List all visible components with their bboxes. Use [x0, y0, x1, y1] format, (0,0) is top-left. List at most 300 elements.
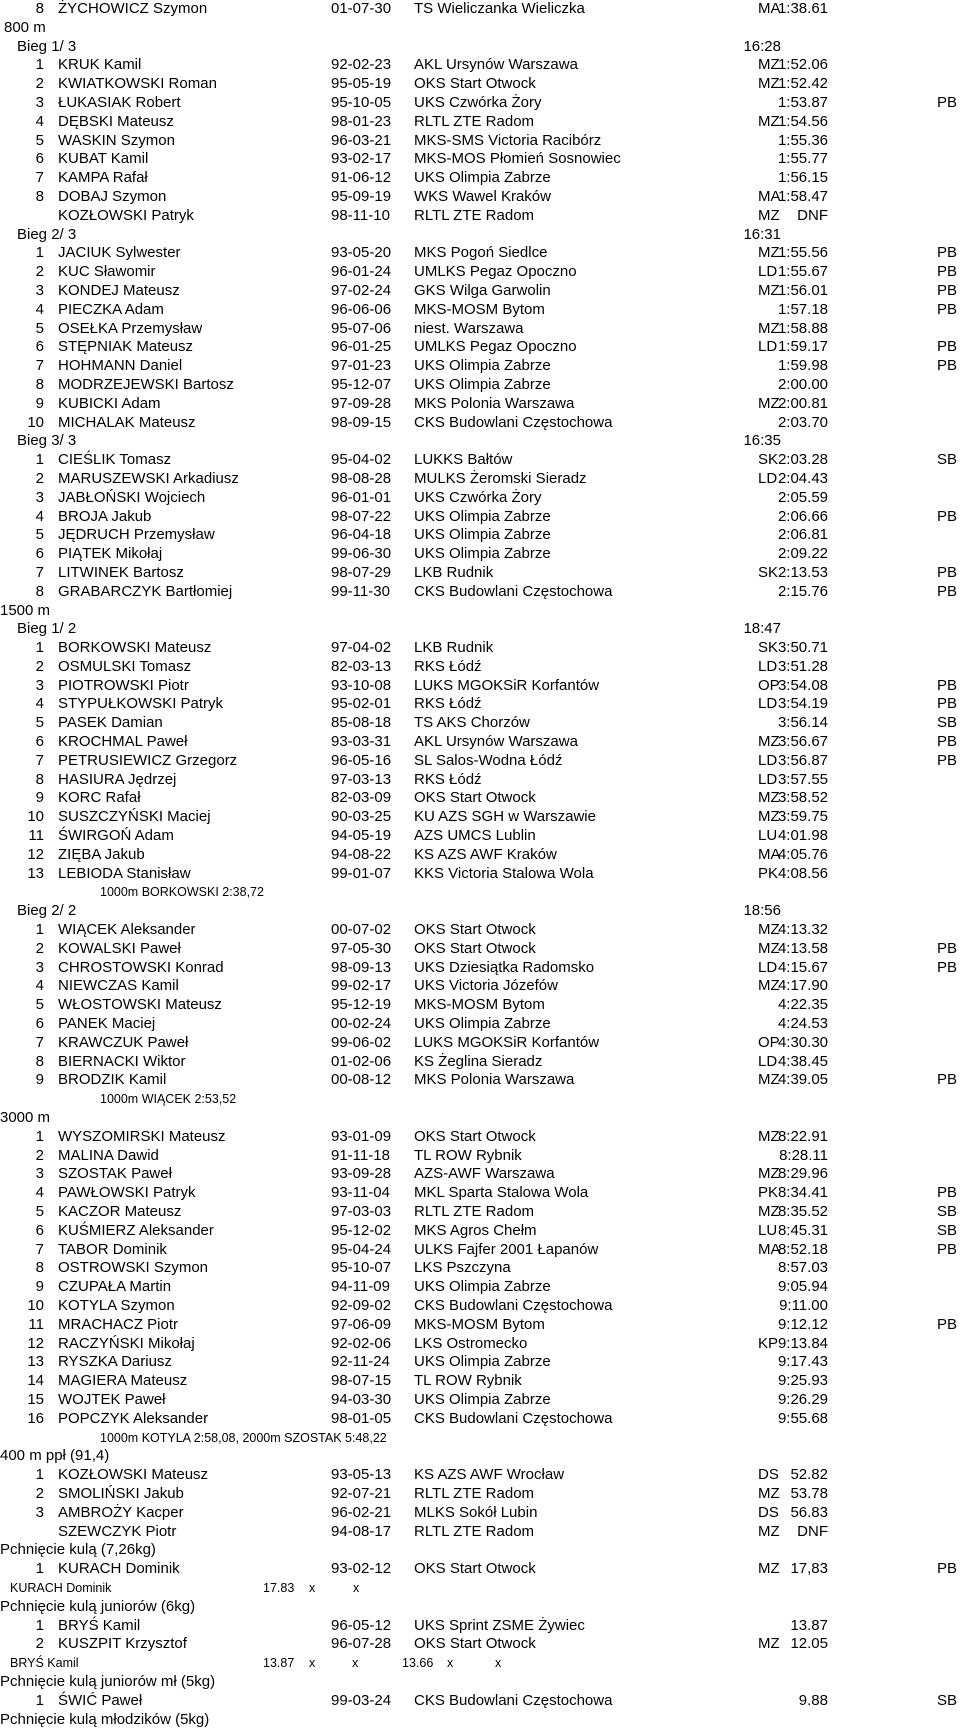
result-row — [0, 301, 960, 320]
region-code: LD — [758, 695, 778, 713]
result: 13.87 — [790, 1616, 828, 1634]
athlete-name: TABOR Dominik — [58, 1240, 167, 1258]
club: KS AZS AWF Wrocław — [414, 1466, 565, 1484]
place: 12 — [27, 1334, 44, 1352]
region-code: KP — [758, 1334, 779, 1352]
place: 9 — [35, 789, 44, 807]
note: SB — [937, 1691, 958, 1709]
athlete-name: CIEŚLIK Tomasz — [58, 451, 172, 469]
birth-date: 95-10-07 — [331, 1259, 392, 1277]
place: 3 — [35, 93, 44, 111]
event-title: 3000 m — [0, 1109, 51, 1127]
athlete-name: JACIUK Sylwester — [58, 244, 181, 262]
region-code: MZ — [758, 394, 780, 412]
club: UKS Olimpia Zabrze — [414, 1278, 551, 1296]
attempts-row — [0, 1654, 960, 1673]
place: 10 — [27, 808, 44, 826]
place: 2 — [35, 469, 44, 487]
birth-date: 97-05-30 — [331, 939, 392, 957]
athlete-name: DOBAJ Szymon — [58, 187, 167, 205]
club: RLTL ZTE Radom — [414, 206, 535, 224]
place: 2 — [35, 1635, 44, 1653]
athlete-name: KRAWCZUK Paweł — [58, 1033, 189, 1051]
result-row — [0, 940, 960, 959]
result-row — [0, 1034, 960, 1053]
result: 1:58.47 — [777, 187, 828, 205]
athlete-name: ZIĘBA Jakub — [58, 845, 145, 863]
result: 8:34.41 — [777, 1184, 828, 1202]
club: CKS Budowlani Częstochowa — [414, 1691, 613, 1709]
athlete-name: BORKOWSKI Mateusz — [58, 639, 212, 657]
place: 5 — [35, 526, 44, 544]
note: PB — [937, 582, 958, 600]
birth-date: 92-11-24 — [331, 1353, 390, 1371]
event-heading — [0, 602, 960, 621]
athlete-name: KOTYLA Szymon — [58, 1296, 175, 1314]
place: 6 — [35, 733, 44, 751]
athlete-name: KUBICKI Adam — [58, 394, 161, 412]
result-row — [0, 489, 960, 508]
region-code: OP — [758, 1033, 780, 1051]
region-code: MZ — [758, 977, 780, 995]
note: PB — [937, 563, 958, 581]
place: 11 — [28, 827, 44, 845]
birth-date: 96-01-24 — [331, 263, 392, 281]
club: CKS Budowlani Częstochowa — [414, 1409, 613, 1427]
athlete-name: NIEWCZAS Kamil — [58, 977, 179, 995]
result: 9:55.68 — [777, 1409, 828, 1427]
result: 17,83 — [790, 1560, 828, 1578]
attempt-value: x — [309, 1580, 316, 1595]
event-heading — [0, 1447, 960, 1466]
result: 9.88 — [798, 1691, 828, 1709]
athlete-name: LITWINEK Bartosz — [58, 563, 184, 581]
athlete-name: SUSZCZYŃSKI Maciej — [58, 808, 211, 826]
result: 9:05.94 — [777, 1278, 828, 1296]
place: 1 — [35, 1616, 44, 1634]
region-code: MZ — [758, 808, 780, 826]
region-code: LD — [758, 770, 778, 788]
region-code: MZ — [758, 1165, 780, 1183]
result: 8:29.96 — [777, 1165, 828, 1183]
athlete-name: SMOLIŃSKI Jakub — [58, 1484, 184, 1502]
place: 13 — [27, 1353, 44, 1371]
birth-date: 91-06-12 — [331, 169, 392, 187]
region-code: LD — [758, 469, 778, 487]
place: 7 — [35, 357, 44, 375]
result-row — [0, 1278, 960, 1297]
birth-date: 95-12-07 — [331, 375, 392, 393]
result: 2:06.66 — [777, 507, 828, 525]
athlete-name: ŻYCHOWICZ Szymon — [58, 0, 208, 17]
result-row — [0, 1184, 960, 1203]
result: 1:38.61 — [777, 0, 828, 17]
attempt-value: x — [447, 1656, 454, 1671]
club: MKS-MOSM Bytom — [414, 300, 545, 318]
birth-date: 98-01-05 — [331, 1409, 392, 1427]
place: 7 — [35, 751, 44, 769]
athlete-name: HOHMANN Daniel — [58, 357, 183, 375]
birth-date: 00-02-24 — [331, 1015, 392, 1033]
club: UKS Olimpia Zabrze — [414, 1015, 551, 1033]
athlete-name: WYSZOMIRSKI Mateusz — [58, 1127, 226, 1145]
club: UKS Olimpia Zabrze — [414, 526, 551, 544]
result: 1:52.06 — [777, 56, 828, 74]
result: 1:55.77 — [777, 150, 828, 168]
result-row — [0, 771, 960, 790]
athlete-name: GRABARCZYK Bartłomiej — [58, 582, 233, 600]
result-row — [0, 508, 960, 527]
club: OKS Start Otwock — [414, 1560, 536, 1578]
note: PB — [937, 1560, 958, 1578]
place: 14 — [27, 1372, 44, 1390]
birth-date: 92-07-21 — [331, 1484, 392, 1502]
event-title: Pchnięcie kulą (7,26kg) — [0, 1541, 156, 1559]
region-code: MA — [758, 0, 781, 17]
place: 9 — [35, 1278, 44, 1296]
heat-heading — [0, 902, 960, 921]
club: MKS-MOSM Bytom — [414, 1315, 545, 1333]
heat-heading — [0, 620, 960, 639]
region-code: MZ — [758, 1560, 780, 1578]
result: 2:03.70 — [777, 413, 828, 431]
result-row — [0, 207, 960, 226]
region-code: MZ — [758, 789, 780, 807]
club: MKL Sparta Stalowa Wola — [414, 1184, 589, 1202]
place: 7 — [35, 563, 44, 581]
result-row — [0, 320, 960, 339]
place: 3 — [35, 676, 44, 694]
result: 1:57.18 — [777, 300, 828, 318]
region-code: MZ — [758, 1635, 780, 1653]
region-code: SK — [758, 563, 779, 581]
club: KKS Victoria Stalowa Wola — [414, 864, 594, 882]
region-code: MZ — [758, 112, 780, 130]
result-row — [0, 959, 960, 978]
heat-heading — [0, 38, 960, 57]
result-row — [0, 1466, 960, 1485]
result-row — [0, 1071, 960, 1090]
club: KU AZS SGH w Warszawie — [414, 808, 596, 826]
club: MKS-SMS Victoria Racibórz — [414, 131, 602, 149]
result: 1:53.87 — [777, 93, 828, 111]
note: PB — [937, 939, 958, 957]
athlete-name: KWIATKOWSKI Roman — [58, 75, 217, 93]
birth-date: 97-09-28 — [331, 394, 392, 412]
place: 1 — [35, 1127, 44, 1145]
club: TL ROW Rybnik — [414, 1146, 522, 1164]
athlete-name: AMBROŻY Kacper — [58, 1503, 184, 1521]
club: KS Żeglina Sieradz — [414, 1052, 543, 1070]
place: 7 — [35, 1240, 44, 1258]
club: UKS Sprint ZSME Żywiec — [414, 1616, 585, 1634]
club: UKS Olimpia Zabrze — [414, 1390, 551, 1408]
athlete-name: JĘDRUCH Przemysław — [58, 526, 215, 544]
result-row — [0, 921, 960, 940]
note: SB — [937, 714, 958, 732]
note: PB — [937, 263, 958, 281]
club: UKS Czwórka Żory — [414, 93, 542, 111]
place: 8 — [35, 375, 44, 393]
region-code: MZ — [758, 1127, 780, 1145]
heat-time: 16:35 — [743, 432, 781, 450]
club: RLTL ZTE Radom — [414, 1522, 535, 1540]
birth-date: 85-08-18 — [331, 714, 392, 732]
event-title: 400 m ppł (91,4) — [0, 1447, 110, 1465]
place: 6 — [35, 150, 44, 168]
athlete-name: KUŚMIERZ Aleksander — [58, 1221, 214, 1239]
region-code: LD — [758, 958, 778, 976]
birth-date: 99-06-02 — [331, 1033, 392, 1051]
place: 5 — [35, 319, 44, 337]
result-row — [0, 639, 960, 658]
result: 3:51.28 — [777, 657, 828, 675]
result-row — [0, 1485, 960, 1504]
result-row — [0, 1617, 960, 1636]
event-title: 1500 m — [0, 601, 51, 619]
result: 2:15.76 — [777, 582, 828, 600]
place: 15 — [27, 1390, 44, 1408]
athlete-name: RYSZKA Dariusz — [58, 1353, 172, 1371]
place: 2 — [35, 657, 44, 675]
athlete-name: KOWALSKI Paweł — [58, 939, 181, 957]
result-row — [0, 94, 960, 113]
attempt-value: 13.66 — [402, 1656, 434, 1671]
place: 3 — [35, 488, 44, 506]
place: 9 — [35, 394, 44, 412]
club: OKS Start Otwock — [414, 75, 536, 93]
athlete-name: PETRUSIEWICZ Grzegorz — [58, 751, 238, 769]
place: 2 — [35, 939, 44, 957]
birth-date: 94-08-22 — [331, 845, 392, 863]
region-code: LD — [758, 751, 778, 769]
birth-date: 96-05-12 — [331, 1616, 392, 1634]
athlete-name: HASIURA Jędrzej — [58, 770, 177, 788]
athlete-name: BRYŚ Kamil — [58, 1616, 141, 1634]
club: RKS Łódź — [414, 770, 482, 788]
heat-time: 16:28 — [743, 37, 781, 55]
club: LKS Pszczyna — [414, 1259, 511, 1277]
club: SL Salos-Wodna Łódź — [414, 751, 563, 769]
club: OKS Start Otwock — [414, 939, 536, 957]
result-row — [0, 865, 960, 884]
club: OKS Start Otwock — [414, 1127, 536, 1145]
attempts-name: KURACH Dominik — [10, 1580, 112, 1595]
result-row — [0, 827, 960, 846]
birth-date: 93-05-20 — [331, 244, 392, 262]
result-row — [0, 357, 960, 376]
athlete-name: KUBAT Kamil — [58, 150, 149, 168]
place: 8 — [35, 1052, 44, 1070]
result-row — [0, 263, 960, 282]
athlete-name: KROCHMAL Paweł — [58, 733, 188, 751]
place: 2 — [35, 1146, 44, 1164]
club: UKS Victoria Józefów — [414, 977, 558, 995]
athlete-name: KACZOR Mateusz — [58, 1203, 182, 1220]
result: 9:17.43 — [777, 1353, 828, 1371]
athlete-name: PIĄTEK Mikołaj — [58, 545, 163, 563]
region-code: SK — [758, 451, 779, 469]
result: 4:22.35 — [777, 996, 828, 1014]
birth-date: 82-03-13 — [331, 657, 392, 675]
place: 5 — [35, 714, 44, 732]
result-row — [0, 733, 960, 752]
athlete-name: CZUPAŁA Martin — [58, 1278, 172, 1296]
place: 1 — [35, 56, 44, 74]
birth-date: 93-02-17 — [331, 150, 392, 168]
result: 4:05.76 — [777, 845, 828, 863]
birth-date: 93-05-13 — [331, 1466, 392, 1484]
athlete-name: MICHALAK Mateusz — [58, 413, 196, 431]
place: 2 — [35, 263, 44, 281]
birth-date: 97-06-09 — [331, 1315, 392, 1333]
region-code: MZ — [758, 1203, 780, 1220]
result: 3:50.71 — [777, 639, 828, 657]
result-row — [0, 470, 960, 489]
athlete-name: SZEWCZYK Piotr — [58, 1522, 177, 1540]
athlete-name: POPCZYK Aleksander — [58, 1409, 209, 1427]
birth-date: 98-09-15 — [331, 413, 392, 431]
athlete-name: MALINA Dawid — [58, 1146, 159, 1164]
place: 6 — [35, 1221, 44, 1239]
event-heading — [0, 1673, 960, 1692]
club: UKS Olimpia Zabrze — [414, 1353, 551, 1371]
club: RLTL ZTE Radom — [414, 1484, 535, 1502]
club: UMLKS Pegaz Opoczno — [414, 338, 577, 356]
result: 8:35.52 — [777, 1203, 828, 1220]
club: TS Wieliczanka Wieliczka — [414, 0, 585, 17]
athlete-name: PIOTROWSKI Piotr — [58, 676, 189, 694]
result-row — [0, 1372, 960, 1391]
event-heading — [0, 1598, 960, 1617]
place: 4 — [35, 507, 44, 525]
note: PB — [937, 1315, 958, 1333]
result: 4:15.67 — [777, 958, 828, 976]
result-row — [0, 583, 960, 602]
birth-date: 99-02-17 — [331, 977, 392, 995]
birth-date: 98-07-22 — [331, 507, 392, 525]
place: 10 — [27, 413, 44, 431]
result-row — [0, 244, 960, 263]
result: DNF — [797, 1522, 828, 1540]
result-row — [0, 808, 960, 827]
result: 1:58.88 — [777, 319, 828, 337]
heat-time: 18:47 — [743, 620, 781, 638]
result: 2:03.28 — [777, 451, 828, 469]
athlete-name: KONDEJ Mateusz — [58, 281, 180, 299]
athlete-name: ŚWIRGOŃ Adam — [58, 827, 174, 845]
birth-date: 90-03-25 — [331, 808, 392, 826]
club: MKS-MOSM Bytom — [414, 996, 545, 1014]
result-row — [0, 1241, 960, 1260]
result-row — [0, 1504, 960, 1523]
result: 3:56.87 — [777, 751, 828, 769]
result: 8:22.91 — [777, 1127, 828, 1145]
event-title: Pchnięcie kulą młodzików (5kg) — [0, 1710, 210, 1728]
birth-date: 95-10-05 — [331, 93, 392, 111]
note: SB — [937, 451, 958, 469]
birth-date: 96-03-21 — [331, 131, 392, 149]
place: 11 — [28, 1315, 44, 1333]
result: DNF — [797, 206, 828, 224]
result: 1:59.98 — [777, 357, 828, 375]
note: PB — [937, 676, 958, 694]
birth-date: 98-08-28 — [331, 469, 392, 487]
birth-date: 93-02-12 — [331, 1560, 392, 1578]
result: 4:13.32 — [777, 921, 828, 939]
result: 2:13.53 — [777, 563, 828, 581]
birth-date: 95-12-19 — [331, 996, 392, 1014]
athlete-name: BIERNACKI Wiktor — [58, 1052, 186, 1070]
club: RKS Łódź — [414, 657, 482, 675]
result-row — [0, 282, 960, 301]
athlete-name: OSTROWSKI Szymon — [58, 1259, 209, 1277]
result-row — [0, 1165, 960, 1184]
birth-date: 92-09-02 — [331, 1296, 392, 1314]
place: 1 — [35, 451, 44, 469]
attempt-value: 13.87 — [263, 1656, 295, 1671]
note: PB — [937, 338, 958, 356]
result-row — [0, 1391, 960, 1410]
athlete-name: KUSZPIT Krzysztof — [58, 1635, 187, 1653]
place: 2 — [35, 75, 44, 93]
birth-date: 00-07-02 — [331, 921, 392, 939]
club: OKS Start Otwock — [414, 1635, 536, 1653]
note: PB — [937, 281, 958, 299]
place: 8 — [35, 1259, 44, 1277]
athlete-name: KAMPA Rafał — [58, 169, 148, 187]
place: 5 — [35, 131, 44, 149]
region-code: LD — [758, 338, 778, 356]
result: 2:00.00 — [777, 375, 828, 393]
split-note — [0, 883, 960, 902]
result: 8:52.18 — [777, 1240, 828, 1258]
region-code: MZ — [758, 75, 780, 93]
region-code: MZ — [758, 319, 780, 337]
region-code: PK — [758, 864, 779, 882]
result: 3:57.55 — [777, 770, 828, 788]
result-row — [0, 188, 960, 207]
athlete-name: PIECZKA Adam — [58, 300, 164, 318]
birth-date: 95-02-01 — [331, 695, 392, 713]
place: 9 — [35, 1071, 44, 1089]
athlete-name: WIĄCEK Aleksander — [58, 921, 196, 939]
birth-date: 96-07-28 — [331, 1635, 392, 1653]
result-row — [0, 789, 960, 808]
result: 4:30.30 — [777, 1033, 828, 1051]
birth-date: 95-04-02 — [331, 451, 392, 469]
club: TS AKS Chorzów — [414, 714, 530, 732]
result-row — [0, 1353, 960, 1372]
result-row — [0, 564, 960, 583]
place: 7 — [35, 169, 44, 187]
place: 12 — [27, 845, 44, 863]
result-row — [0, 1297, 960, 1316]
athlete-name: STYPUŁKOWSKI Patryk — [58, 695, 224, 713]
athlete-name: BROJA Jakub — [58, 507, 152, 525]
birth-date: 93-03-31 — [331, 733, 392, 751]
birth-date: 92-02-06 — [331, 1334, 392, 1352]
region-code: DS — [758, 1466, 779, 1484]
club: AZS-AWF Warszawa — [414, 1165, 555, 1183]
birth-date: 97-01-23 — [331, 357, 392, 375]
region-code: MZ — [758, 244, 780, 262]
birth-date: 98-07-29 — [331, 563, 392, 581]
club: MKS Agros Chełm — [414, 1221, 537, 1239]
result-row — [0, 75, 960, 94]
event-heading — [0, 1541, 960, 1560]
club: MKS Polonia Warszawa — [414, 394, 575, 412]
